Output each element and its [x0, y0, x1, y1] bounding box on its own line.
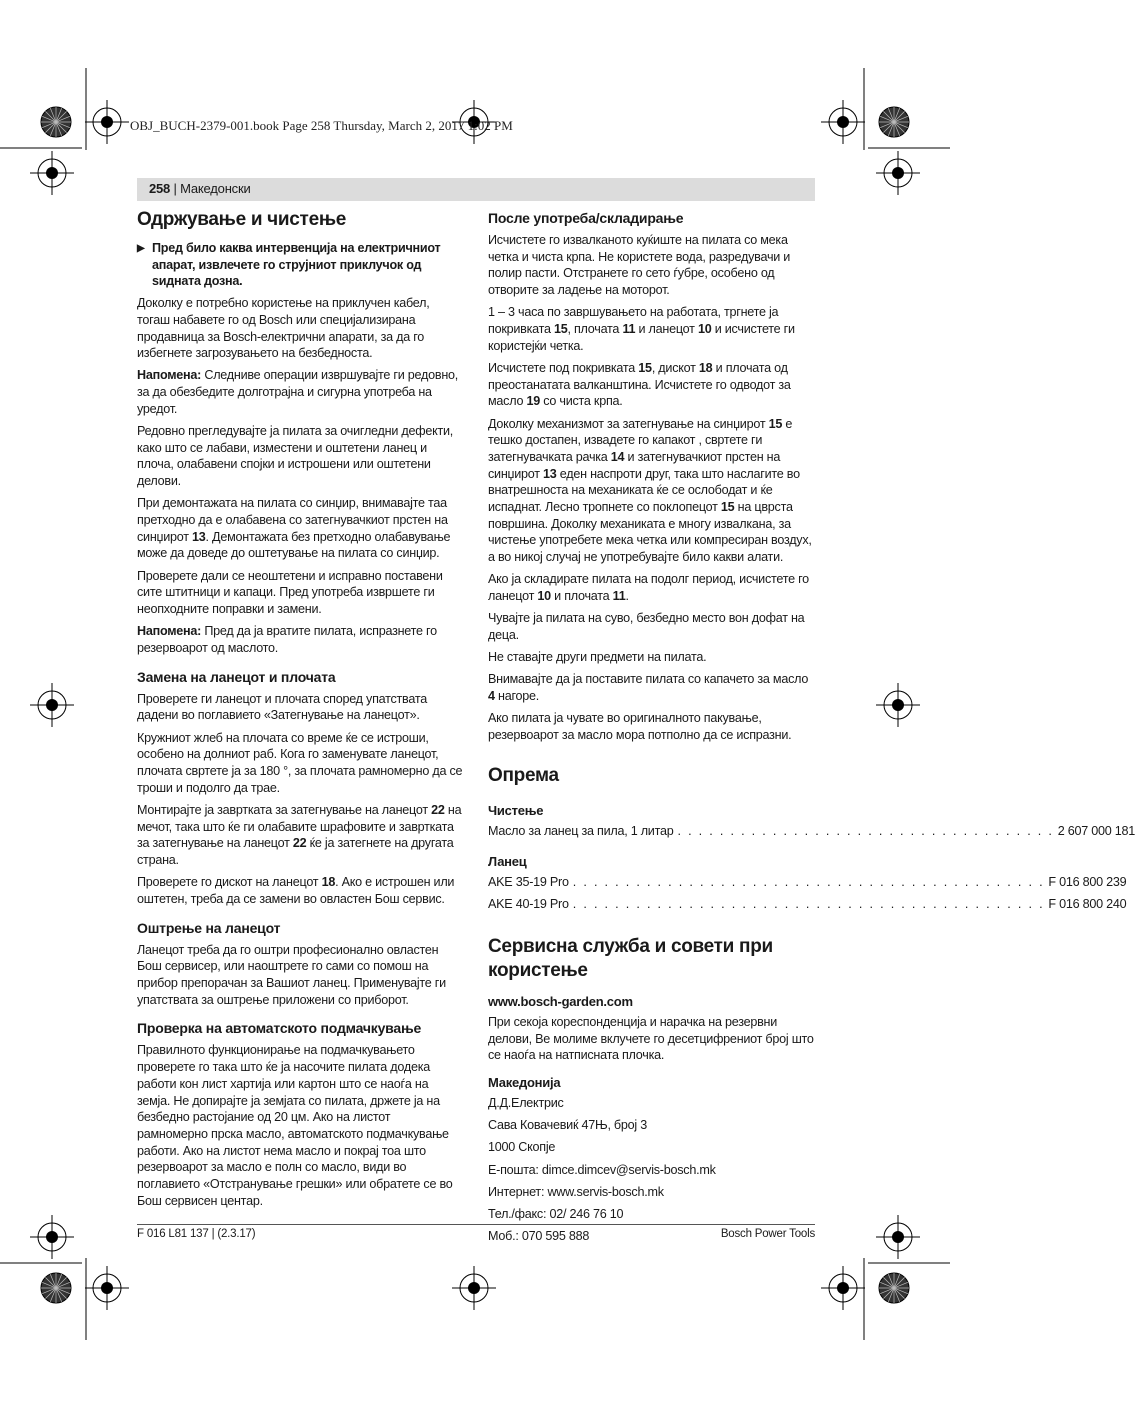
paragraph: Проверете дали се неоштетени и исправно поставени сите штитници и капаци. Пред употреба извршете ги неопходните поправки и замени.	[137, 568, 443, 617]
section-title-service: Сервисна служба и совети при користење	[488, 935, 773, 981]
paragraph: Внимавајте да ја поставите пилата со капачето за масло 4 нагоре.	[488, 672, 809, 704]
paragraph: Проверете ги ланецот и плочата според упатствата дадени во поглавието «Затегнување на ланецот».	[137, 691, 427, 723]
accessory-code: F 016 800 239	[1048, 875, 1127, 890]
page-number: 258	[149, 181, 171, 196]
paragraph: Правилното функционирање на подмачкувањето проверете го така што ќе ја насочите пилата додека работи кон лист хартија или картон што се наоѓа на земја. Не допирајте ја земјата со пилата, држете ја на безбедно растојание од 20 цм. Ако на листот рамномерно прска масло, автоматското подмачкување работи. Ако на листот нема масло и покрај тоа што резервоарот за масло е полн со масло, види во поглавието «Отстранување грешки» или обратете се во Бош сервисен центар.	[137, 1043, 453, 1208]
crosshair-mark-icon	[30, 683, 74, 727]
paragraph: Монтирајте ја завртката за затегнување на ланецот 22 на мечот, така што ќе ги олабавите шрафовите и завртката за затегнување на ланецот 22 ќе ја затегнете на другата страна.	[137, 802, 462, 867]
crosshair-mark-icon	[85, 1266, 129, 1310]
paragraph: Доколку е потребно користење на приклучен кабел, тогаш набавете го од Bosch или специјализирана продавница за Bosch-електрични апарати, за да го избегнете загрозувањето на безбедноста.	[137, 296, 430, 361]
registration-mark-icon	[879, 1273, 909, 1303]
paragraph: Ланецот треба да го оштри професионално овластен Бош сервисер, или наоштрете го сами со помош на прибор препорачан за Вашиот ланец. Применувајте ги упатствата за оштрење приложени со приборот.	[137, 942, 446, 1007]
accessory-label: AKE 35-19 Pro	[488, 875, 569, 890]
note-paragraph: Напомена: Следниве операции извршувајте ги редовно, за да обезбедите долготрајна и сигурна употреба на уредот.	[137, 368, 459, 416]
accessory-code: F 016 800 240	[1048, 897, 1127, 912]
accessory-item: AKE 40-19 Pro . . . . . . . . . . . . . . . . . . . . . . . . . . . . . . . . . . . . . . . . . . . . . F 016 800 240	[488, 897, 1127, 912]
address-line: Сава Ковачевиќ 47Њ, број 3	[488, 1118, 647, 1133]
subheading-after-use: После употреба/складирање	[488, 210, 684, 226]
paragraph: Редовно прегледувајте ја пилата за очигледни дефекти, како што се лабави, изместени и оштетени ланец и плоча, олабавени спојки и истрошени или оштетени делови.	[137, 424, 454, 489]
subheading-chain: Ланец	[488, 854, 527, 870]
service-website: www.bosch-garden.com	[488, 993, 633, 1009]
service-address	[488, 1095, 814, 1245]
paragraph: При секоја кореспонденција и нарачка на резервни делови, Ве молиме вклучете го десетцифрениот број што се наоѓа на натписната плочка.	[488, 1014, 814, 1063]
paragraph: Доколку механизмот за затегнување на синџирот 15 е тешко достапен, извадете го капакот , свртете ги затегнувачката рачка 14 и затегнувачкиот прстен на синџирот 13 еден наспроти друг, така што наслагите во внатрешноста на механиката ќе се ослободат и ќе испаднат. Лесно тропнете со поклопецот 15 на цврста површина. Доколку механиката е многу извалкана, за чистење употребете мека четка или компресиран воздух, а во никој случај не употребувајте било какви алати.	[488, 416, 812, 565]
paragraph: При демонтажата на пилата со синџир, внимавајте таа претходно да е олабавена со затегнувачкиот прстен на синџирот 13. Демонтажата без претходно олабавување може да доведе до оштетување на пилата со синџир.	[137, 496, 451, 561]
accessory-code: 2 607 000 181	[1057, 823, 1135, 838]
crosshair-mark-icon	[85, 100, 129, 144]
footer-divider	[137, 1224, 815, 1225]
accessory-item: AKE 35-19 Pro . . . . . . . . . . . . . . . . . . . . . . . . . . . . . . . . . . . . . . . . . . . . . F 016 800 239	[488, 875, 1127, 890]
registration-mark-icon	[41, 107, 71, 137]
subheading-cleaning: Чистење	[488, 802, 544, 818]
crosshair-mark-icon	[30, 151, 74, 195]
footer-doc-id: F 016 L81 137 | (2.3.17)	[137, 1228, 256, 1240]
registration-mark-icon	[41, 1273, 71, 1303]
registration-mark-icon	[879, 107, 909, 137]
subheading-lubrication: Проверка на автоматското подмачкување	[137, 1020, 422, 1037]
crosshair-mark-icon	[876, 151, 920, 195]
mobile-line: Моб.: 070 595 888	[488, 1229, 590, 1244]
left-column	[137, 208, 463, 1215]
right-column	[488, 208, 1135, 1250]
internet-line: Интернет: www.servis-bosch.mk	[488, 1184, 664, 1199]
page-band	[137, 178, 815, 201]
page-label: 258 | Македонски	[149, 181, 251, 196]
crosshair-mark-icon	[452, 1266, 496, 1310]
note-paragraph: Напомена: Пред да ја вратите пилата, испразнете го резервоарот од маслото.	[137, 624, 437, 655]
email-line: Е-пошта: dimce.dimcev@servis-bosch.mk	[488, 1162, 716, 1177]
print-header: OBJ_BUCH-2379-001.book Page 258 Thursday, March 2, 2017 1:02 PM	[130, 118, 513, 133]
address-line: 1000 Скопје	[488, 1140, 556, 1155]
paragraph: Кружниот жлеб на плочата со време ќе се истроши, особено на долниот раб. Кога го заменувате ланецот, плочата свртете ја за 180 °, за плочата рамномерно да се троши и подолго да трае.	[137, 730, 463, 795]
crosshair-mark-icon	[876, 683, 920, 727]
paragraph: Не ставајте други предмети на пилата.	[488, 650, 707, 665]
section-title-equipment: Опрема	[488, 764, 559, 786]
paragraph: Чувајте ја пилата на суво, безбедно место вон дофат на деца.	[488, 611, 805, 642]
crosshair-mark-icon	[821, 100, 865, 144]
country-heading: Македонија	[488, 1074, 561, 1090]
crosshair-mark-icon	[30, 1215, 74, 1259]
arrow-right-icon: ▶	[137, 243, 145, 254]
warning-note: ▶ Пред било каква интервенција на електричниот апарат, извлечете го струјниот приклучок од ѕидната дозна.	[137, 241, 441, 289]
crosshair-mark-icon	[876, 1215, 920, 1259]
section-title-maintenance: Одржување и чистење	[137, 209, 347, 230]
paragraph: Ако ја складирате пилата на подолг период, исчистете го ланецот 10 и плочата 11.	[488, 572, 809, 604]
footer-brand: Bosch Power Tools	[720, 1228, 815, 1240]
subheading-chain-replacement: Замена на ланецот и плочата	[137, 668, 336, 685]
accessory-label: AKE 40-19 Pro	[488, 897, 569, 912]
subheading-sharpening: Оштрење на ланецот	[137, 919, 281, 936]
accessory-item: Масло за ланец за пила, 1 литар . . . . . . . . . . . . . . . . . . . . . . . . . . . . . . . . . . . . 2 607 000 181	[488, 823, 1135, 838]
paragraph: Ако пилата ја чувате во оригиналното пакување, резервоарот за масло мора потполно да се испразни.	[488, 711, 792, 742]
phone-line: Тел./факс: 02/ 246 76 10	[488, 1206, 624, 1221]
language-label: Македонски	[180, 181, 251, 196]
crosshair-mark-icon	[821, 1266, 865, 1310]
address-line: Д.Д.Електрис	[488, 1095, 564, 1110]
paragraph: 1 – 3 часа по завршувањето на работата, тргнете ја покривката 15, плочата 11 и ланецот 10 и исчистете ги користејќи четка.	[488, 305, 795, 353]
paragraph: Исчистете го извалканото куќиште на пилата со мека четка и чиста крпа. Не користете вода, разредувачи и полир пасти. Отстранете го сето ѓубре, особено од отворите за ладење на моторот.	[488, 233, 791, 298]
paragraph: Исчистете под покривката 15, дискот 18 и плочата од преостанатата валканштина. Исчистете го одводот за масло 19 со чиста крпа.	[488, 360, 791, 409]
accessory-label: Масло за ланец за пила, 1 литар	[488, 823, 674, 838]
paragraph: Проверете го дискот на ланецот 18. Ако е истрошен или оштетен, треба да се замени во овластен Бош сервис.	[137, 875, 455, 906]
